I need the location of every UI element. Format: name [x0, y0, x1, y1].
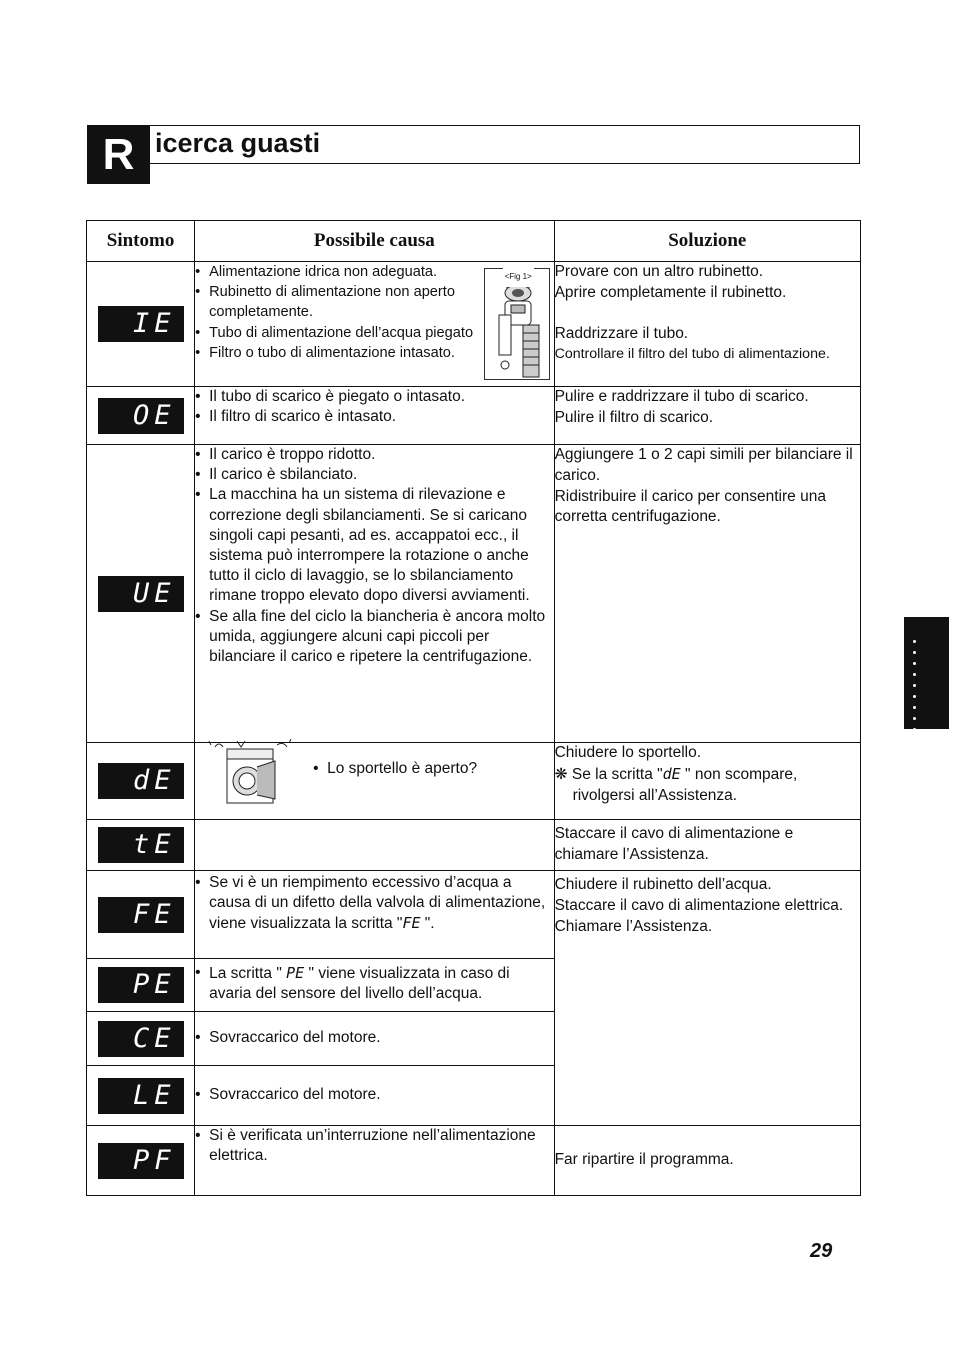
- table-row: [87, 262, 861, 387]
- cause-text: La scritta ": [209, 965, 287, 982]
- cause-item: • Lo sportello è aperto?: [313, 759, 477, 779]
- error-code-display: dE: [98, 763, 184, 799]
- troubleshooting-table: [86, 220, 861, 1196]
- cause-item: • Il tubo di scarico è piegato o intasato.: [195, 387, 553, 407]
- error-code-display: tE: [98, 827, 184, 863]
- cause-cell: [195, 445, 554, 743]
- note-suffix: " non scompare, rivolgersi all’Assistenza.: [572, 765, 798, 804]
- cause-item: • Il filtro di scarico è intasato.: [195, 407, 553, 427]
- cause-suffix: ".: [420, 915, 435, 933]
- solution-line: Far ripartire il programma.: [554, 1151, 734, 1169]
- faucet-filter-figure: [484, 268, 550, 380]
- title-initial: R: [87, 125, 150, 184]
- page-number: 29: [810, 1240, 833, 1262]
- header-row: [87, 221, 861, 262]
- solution-cell: [554, 871, 860, 1126]
- header-solution: Soluzione: [554, 221, 860, 262]
- note-prefix: ❋ Se la scritta ": [554, 765, 663, 783]
- table-row: [87, 743, 861, 820]
- cause-cell: [195, 871, 554, 959]
- inline-code: dE: [662, 764, 681, 783]
- solution-line: Staccare il cavo di alimentazione e chiamare l’Assistenza.: [554, 825, 794, 863]
- solution-line: Ridistribuire il carico per consentire una corretta centrifugazione.: [554, 487, 826, 526]
- cause-item: • Filtro o tubo di alimentazione intasato.: [195, 343, 553, 363]
- table-row: [87, 871, 861, 959]
- cause-item: • Il carico è sbilanciato.: [195, 465, 553, 485]
- error-code-display: UE: [98, 576, 184, 612]
- cause-cell: [195, 387, 554, 445]
- title-text: icerca guasti: [155, 128, 321, 158]
- cause-item: • Sovraccarico del motore.: [195, 1085, 553, 1105]
- cause-cell: [195, 262, 554, 387]
- solution-note: [555, 764, 860, 807]
- solution-line: Raddrizzare il tubo.: [554, 324, 689, 342]
- cause-cell: [195, 1012, 554, 1066]
- solution-line: Pulire il filtro di scarico.: [554, 408, 714, 426]
- table-row: [87, 387, 861, 445]
- table-row: [87, 1126, 861, 1196]
- solution-cell: [554, 387, 860, 445]
- cause-cell: [195, 820, 554, 871]
- cause-item: • La macchina ha un sistema di rilevazione e correzione degli sbilanciamenti. Se si caricano singoli capi pesanti, ad es. accappatoi ecc., il sistema può interrompere la rotazione o anche tutto il ciclo di lavaggio, se lo sbilanciamento rimane troppo elevato dopo diversi avviamenti.: [195, 485, 553, 606]
- inline-code: PE: [286, 964, 305, 982]
- cause-item: • Se alla fine del ciclo la biancheria è ancora molto umida, aggiungere alcuni capi piccoli per bilanciare il carico e ripetere la centrifugazione.: [195, 607, 553, 668]
- error-code-display: FE: [98, 897, 184, 933]
- header-symptom: Sintomo: [87, 221, 195, 262]
- cause-cell: [195, 1066, 554, 1126]
- solution-cell: [554, 1126, 860, 1196]
- table-row: [87, 445, 861, 743]
- error-code-display: CE: [98, 1021, 184, 1057]
- solution-line: Controllare il filtro del tubo di alimentazione.: [554, 346, 830, 363]
- cause-cell: [195, 1126, 554, 1196]
- washer-door-icon: [203, 737, 299, 807]
- cause-cell: [195, 743, 554, 820]
- solution-line: Aggiungere 1 o 2 capi simili per bilanciare il carico.: [554, 446, 853, 484]
- error-code-display: LE: [98, 1078, 184, 1114]
- error-code-display: OE: [98, 398, 184, 434]
- error-code-display: IE: [98, 306, 184, 342]
- chapter-tab-dots: [913, 640, 917, 739]
- solution-cell: [554, 262, 860, 387]
- cause-item: • Alimentazione idrica non adeguata.: [195, 262, 553, 282]
- chapter-tab: [904, 617, 949, 729]
- solution-cell: [554, 445, 860, 743]
- cause-item: [195, 963, 553, 1004]
- inline-code: FE: [402, 914, 421, 933]
- solution-line: Aprire completamente il rubinetto.: [554, 283, 787, 301]
- section-title: [87, 125, 860, 185]
- error-code-display: PF: [98, 1143, 184, 1179]
- solution-line: Pulire e raddrizzare il tubo di scarico.: [554, 388, 809, 405]
- cause-cell: [195, 959, 554, 1012]
- solution-line: Chiudere lo sportello.: [554, 744, 702, 761]
- cause-item: • Il carico è troppo ridotto.: [195, 445, 553, 465]
- cause-item: [195, 873, 553, 935]
- cause-suffix: " viene visualizzata in caso di avaria del sensore del livello dell’acqua.: [209, 965, 510, 1003]
- solution-line: Staccare il cavo di alimentazione elettrica.: [554, 896, 844, 914]
- header-cause: Possibile causa: [195, 221, 554, 262]
- table-row: [87, 820, 861, 871]
- figure-label: <Fig 1>: [503, 267, 534, 287]
- cause-item: • Si è verificata un’interruzione nell’alimentazione elettrica.: [195, 1126, 553, 1166]
- error-code-display: PE: [98, 967, 184, 1003]
- solution-cell: [554, 820, 860, 871]
- cause-item: • Tubo di alimentazione dell’acqua piegato: [195, 323, 553, 343]
- solution-line: Chiudere il rubinetto dell’acqua.: [554, 876, 772, 893]
- solution-line: Provare con un altro rubinetto.: [554, 263, 764, 280]
- cause-item: • Rubinetto di alimentazione non aperto completamente.: [195, 282, 553, 322]
- cause-item: • Sovraccarico del motore.: [195, 1028, 553, 1048]
- solution-line: Chiamare l’Assistenza.: [554, 917, 713, 935]
- solution-cell: [554, 743, 860, 820]
- cause-text: Se vi è un riempimento eccessivo d’acqua a causa di un difetto della valvola di alimentazione, viene visualizzata la scritta ": [209, 874, 546, 933]
